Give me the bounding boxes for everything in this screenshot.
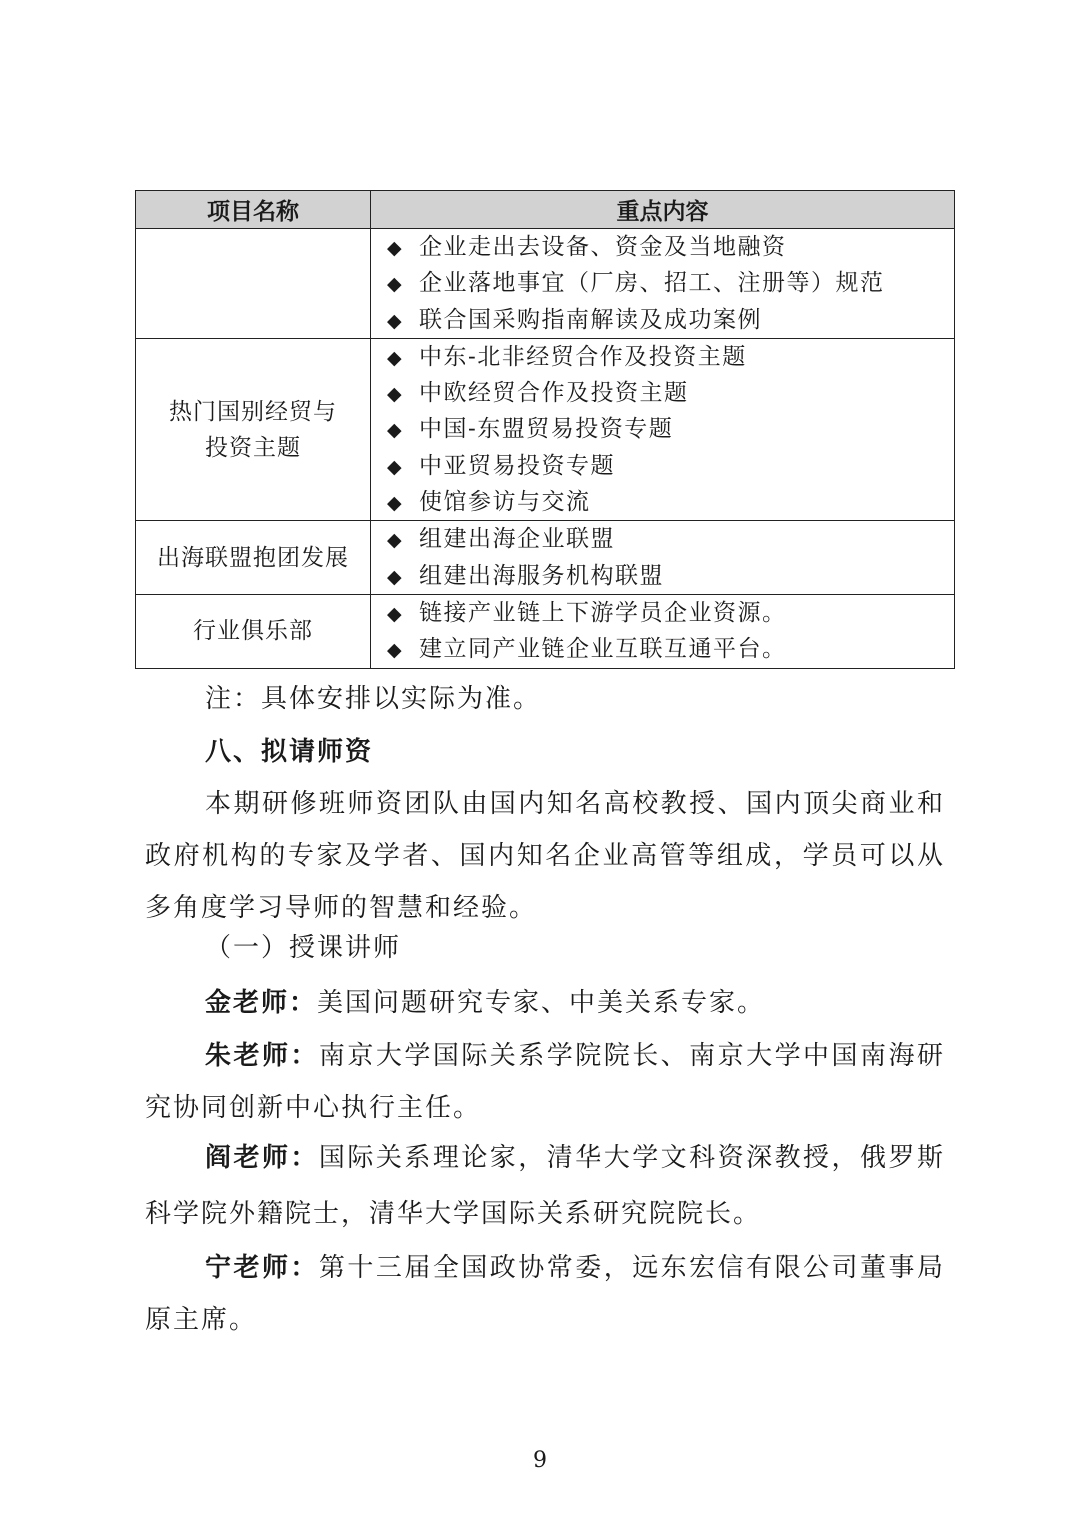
table-row <box>136 338 955 520</box>
list-item-text: 中东-北非经贸合作及投资主题 <box>419 343 747 370</box>
teacher-desc: 第十三届全国政协常委，远东宏信有限公司董事局原主席。 <box>145 1253 945 1335</box>
section-heading: 八、拟请师资 <box>205 737 374 767</box>
list-item <box>387 375 954 411</box>
list-item-text: 组建出海企业联盟 <box>419 526 615 553</box>
bullet-list <box>387 229 954 338</box>
list-item <box>387 595 954 631</box>
list-item <box>387 448 954 484</box>
diamond-bullet-icon: ◆ <box>387 529 404 552</box>
list-item-text: 建立同产业链企业互联互通平台。 <box>419 636 787 663</box>
header-project-name: 项目名称 <box>136 191 371 229</box>
list-item <box>387 229 954 265</box>
header-key-content: 重点内容 <box>371 191 955 229</box>
list-item <box>387 484 954 520</box>
sub-heading-lecturers: （一）授课讲师 <box>205 933 402 963</box>
project-name-cell <box>136 229 371 339</box>
table-row <box>136 229 955 339</box>
project-name-cell: 行业俱乐部 <box>136 594 371 668</box>
list-item <box>387 558 954 594</box>
teacher-desc: 国际关系理论家，清华大学文科资深教授，俄罗斯科学院外籍院士，清华大学国际关系研究院院长。 <box>145 1143 945 1229</box>
list-item-text: 使馆参访与交流 <box>419 489 591 516</box>
list-item-text: 中国-东盟贸易投资专题 <box>419 416 674 443</box>
teacher-entry <box>145 1030 945 1134</box>
bullet-list <box>387 521 954 594</box>
list-item <box>387 339 954 375</box>
faculty-intro-paragraph: 本期研修班师资团队由国内知名高校教授、国内顶尖商业和政府机构的专家及学者、国内知名企业高管等组成，学员可以从多角度学习导师的智慧和经验。 <box>145 789 945 923</box>
teacher-desc: 南京大学国际关系学院院长、南京大学中国南海研究协同创新中心执行主任。 <box>145 1041 945 1123</box>
diamond-bullet-icon: ◆ <box>387 273 404 296</box>
list-item-text: 企业走出去设备、资金及当地融资 <box>419 234 787 260</box>
table-note: 注：具体安排以实际为准。 <box>205 684 542 714</box>
teacher-name: 金老师： <box>205 988 318 1018</box>
diamond-bullet-icon: ◆ <box>387 565 404 588</box>
list-item <box>387 302 954 338</box>
key-content-cell <box>371 229 955 339</box>
diamond-bullet-icon: ◆ <box>387 237 404 259</box>
page-number: 9 <box>533 1448 547 1473</box>
diamond-bullet-icon: ◆ <box>387 309 404 332</box>
key-content-cell <box>371 338 955 520</box>
list-item-text: 中亚贸易投资专题 <box>419 452 615 479</box>
bullet-list <box>387 339 954 520</box>
project-name-cell: 出海联盟抱团发展 <box>136 521 371 595</box>
table-header-row <box>136 191 955 229</box>
list-item-text: 链接产业链上下游学员企业资源。 <box>419 599 787 626</box>
key-content-cell <box>371 594 955 668</box>
project-name-line: 热门国别经贸与 <box>169 398 337 425</box>
list-item-text: 企业落地事宜（厂房、招工、注册等）规范 <box>419 270 885 297</box>
table-row <box>136 594 955 668</box>
teacher-entry <box>145 977 945 1029</box>
diamond-bullet-icon: ◆ <box>387 383 404 406</box>
bullet-list <box>387 595 954 668</box>
list-item-text: 组建出海服务机构联盟 <box>419 562 664 589</box>
teacher-entry <box>145 1130 945 1242</box>
teacher-desc: 美国问题研究专家、中美关系专家。 <box>317 988 766 1018</box>
table-row <box>136 521 955 595</box>
diamond-bullet-icon: ◆ <box>387 639 404 662</box>
list-item <box>387 521 954 557</box>
diamond-bullet-icon: ◆ <box>387 346 404 369</box>
program-content-table <box>135 190 955 669</box>
list-item <box>387 265 954 301</box>
project-name-cell <box>136 338 371 520</box>
key-content-cell <box>371 521 955 595</box>
teacher-name: 宁老师： <box>205 1253 319 1283</box>
teacher-entry <box>145 1242 945 1346</box>
teacher-name: 朱老师： <box>205 1041 319 1071</box>
project-name-line: 投资主题 <box>205 434 301 461</box>
diamond-bullet-icon: ◆ <box>387 492 404 515</box>
list-item-text: 中欧经贸合作及投资主题 <box>419 380 689 407</box>
diamond-bullet-icon: ◆ <box>387 602 404 625</box>
teacher-name: 阎老师： <box>205 1143 319 1173</box>
diamond-bullet-icon: ◆ <box>387 419 404 442</box>
list-item <box>387 411 954 447</box>
list-item-text: 联合国采购指南解读及成功案例 <box>419 306 762 333</box>
list-item <box>387 631 954 667</box>
diamond-bullet-icon: ◆ <box>387 455 404 478</box>
